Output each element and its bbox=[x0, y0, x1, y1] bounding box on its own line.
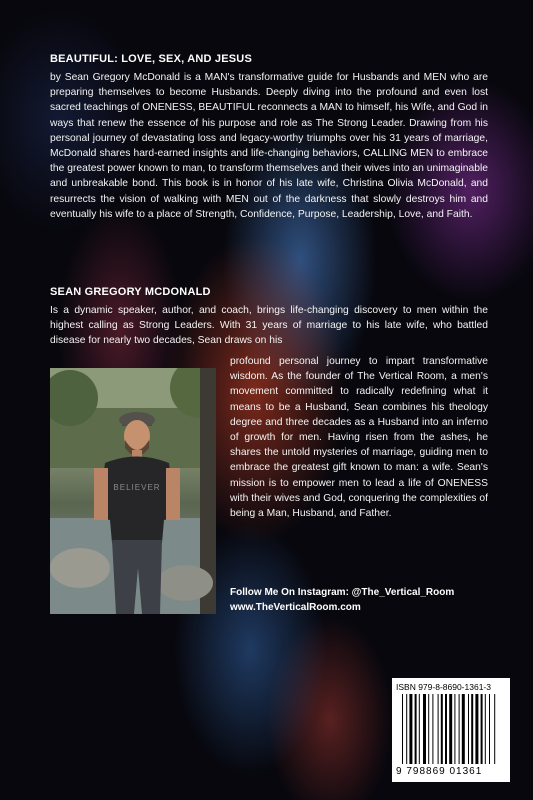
barcode-bar bbox=[471, 694, 473, 764]
barcode-bar bbox=[428, 694, 429, 764]
barcode-bar bbox=[468, 694, 469, 764]
barcode-bar bbox=[454, 694, 455, 764]
author-photo bbox=[50, 368, 216, 614]
shirt-text: BELIEVER bbox=[113, 483, 161, 492]
barcode-bar bbox=[481, 694, 483, 764]
instagram-handle[interactable]: Follow Me On Instagram: @The_Vertical_Room bbox=[230, 587, 455, 598]
barcode-bar bbox=[462, 694, 465, 764]
barcode-bar bbox=[415, 694, 417, 764]
website-link[interactable]: www.TheVerticalRoom.com bbox=[230, 602, 361, 613]
barcode-bar bbox=[459, 694, 460, 764]
barcode-bar bbox=[489, 694, 490, 764]
barcode-bar bbox=[475, 694, 478, 764]
barcode-digits: 9 798869 01361 bbox=[396, 766, 483, 777]
barcode-bar bbox=[409, 694, 412, 764]
barcode-box bbox=[392, 678, 510, 782]
author-bio-top: Is a dynamic speaker, author, and coach, brings life-changing discovery to men within the highest calling as Strong Leaders. With 31 years of marriage to his late wife, who battled disease for nearly two decades, Sean draws on his bbox=[50, 305, 488, 347]
barcode-bar bbox=[402, 694, 403, 764]
contact-block bbox=[230, 585, 490, 615]
barcode-bar bbox=[438, 694, 439, 764]
barcode-bar bbox=[445, 694, 447, 764]
barcode-bar bbox=[485, 694, 486, 764]
barcode-bar bbox=[432, 694, 433, 764]
book-description: by Sean Gregory McDonald is a MAN's transformative guide for Husbands and MEN who are preparing themselves to become Husbands. Deeply diving into the profound and even lost sacred teachings of ONENESS, BEAUTIFUL reconnects a MAN to himself, his Wife, and God in ways that renew the essence of his purpose and role as The Strong Leader. Drawing from his personal journey of devastating loss and legacy-worthy triumphs over his 31 years of marriage, McDonald shares hard-earned insights and life-changing behaviors, CALLING MEN to embrace the greatest power known to man, to transform themselves and their wives into an unimaginable and unbreakable bond. This book is in honor of his late wife, Christina Olivia McDonald, and resurrects the vision of walking with MEN out of the darkness that slowly destroys him and eventually his wife to a place of Strength, Confidence, Purpose, Leadership, Love, and Faith. bbox=[50, 72, 488, 220]
barcode-bar bbox=[449, 694, 452, 764]
barcode-bar bbox=[419, 694, 420, 764]
isbn-label: ISBN 979-8-8690-1361-3 bbox=[396, 682, 491, 692]
barcode-bar bbox=[441, 694, 443, 764]
book-title: BEAUTIFUL: LOVE, SEX, AND JESUS bbox=[50, 53, 252, 65]
author-heading: SEAN GREGORY MCDONALD bbox=[50, 286, 211, 298]
barcode-bar bbox=[406, 694, 407, 764]
barcode-bar bbox=[423, 694, 426, 764]
author-bio-continued: profound personal journey to impart transformative wisdom. As the founder of The Vertical Room, a men's movement committed to radically redefining what it means to be a Husband, Sean combines his theology degree and three decades as a Husband into an inferno of growth for men. Having risen from the ashes, he shares the untold mysteries of marriage, guiding men to embrace the greatest gift known to man: a wife. Sean's mission is to empower men to lead a life of ONENESS with their wives and God, conquering the complexities of being a Man, Husband, and Father. bbox=[230, 356, 488, 520]
barcode-bar bbox=[494, 694, 495, 764]
